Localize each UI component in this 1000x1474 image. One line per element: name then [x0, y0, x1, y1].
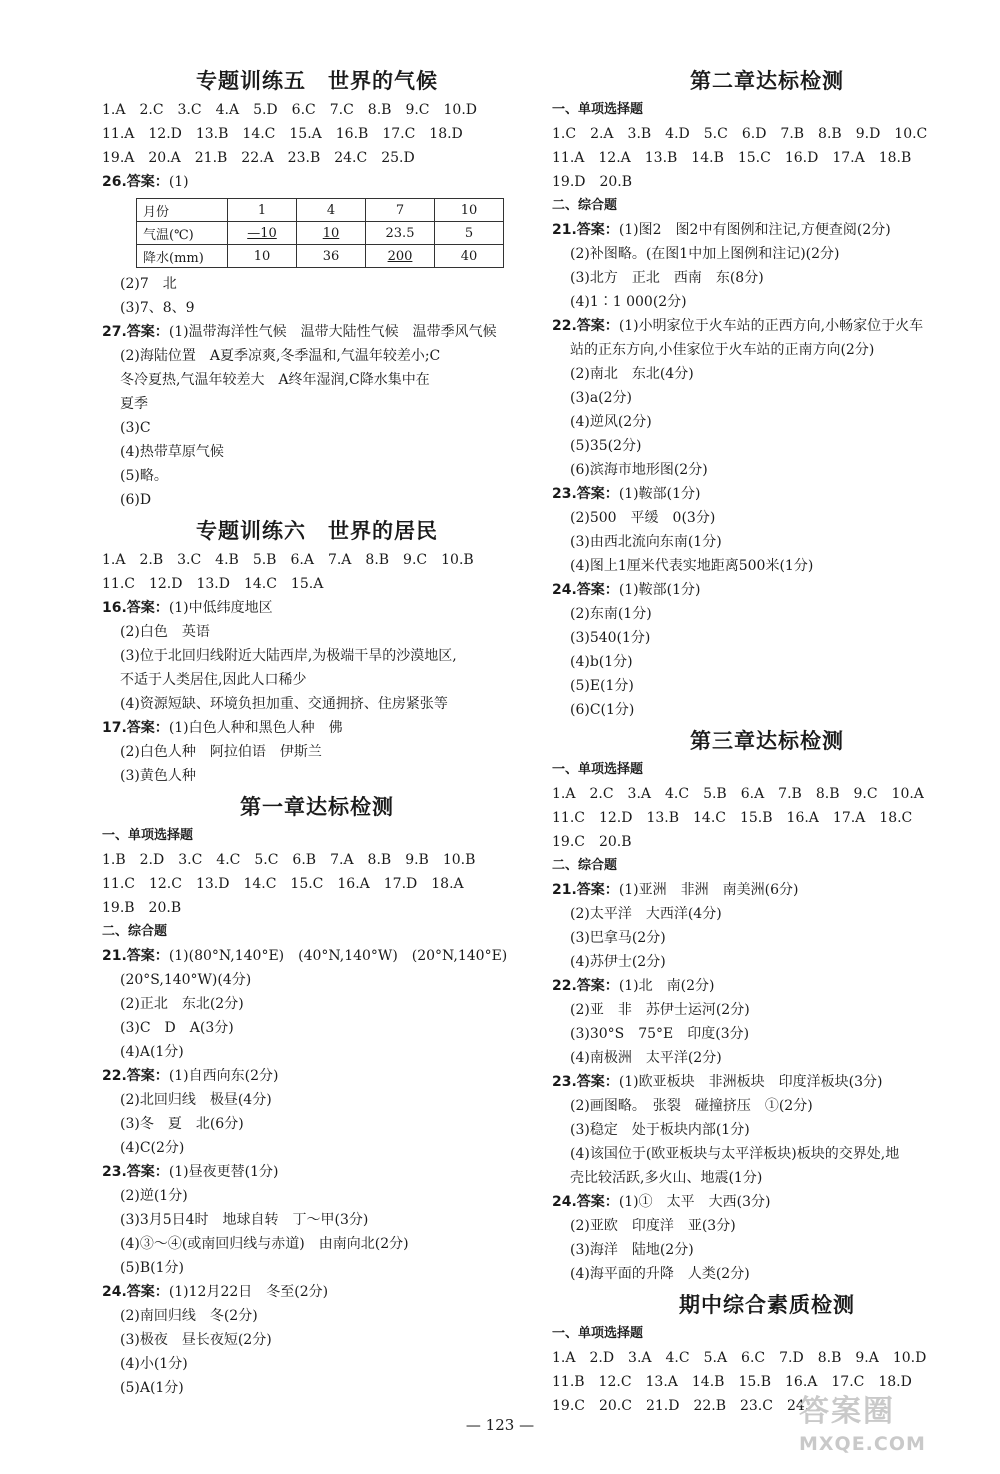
answer-line: (4)资源短缺、环境负担加重、交通拥挤、住房紧张等: [120, 696, 448, 712]
answer-line: (4)小(1分): [120, 1356, 188, 1372]
answer-line: (3)位于北回归线附近大陆西岸,为极端干旱的沙漠地区,: [120, 648, 457, 664]
answer-line: (2)东南(1分): [570, 606, 652, 622]
answer-line: (20°S,140°W)(4分): [120, 972, 252, 988]
answer-line: (2)正北 东北(2分): [120, 996, 244, 1012]
table-cell: 气温(℃): [137, 222, 228, 245]
watermark-logo: [799, 1392, 984, 1464]
answer-line: (3)C D A(3分): [120, 1020, 234, 1036]
answer-line: (5)E(1分): [570, 678, 634, 694]
answer-line: (3)冬 夏 北(6分): [120, 1116, 244, 1132]
table-row: [137, 222, 504, 245]
answer-text: (1)12月22日 冬至(2分): [168, 1284, 329, 1300]
table-cell: 4: [297, 199, 366, 222]
answer-line: (4)1∶1 000(2分): [570, 294, 687, 310]
answer-text: (1)中低纬度地区: [168, 600, 273, 616]
answer-label: 23.答案：: [552, 1074, 619, 1090]
answer-line: (4)苏伊士(2分): [570, 954, 666, 970]
climate-table: [136, 198, 504, 268]
table-cell: 月份: [137, 199, 228, 222]
answer-line: (4)该国位于(欧亚板块与太平洋板块)板块的交界处,地: [570, 1146, 900, 1162]
watermark-url: MXQE.COM: [799, 1433, 926, 1455]
answer-line: (2)白色人种 阿拉伯语 伊斯兰: [120, 744, 322, 760]
subsection-heading: 一、单项选择题: [552, 762, 644, 777]
answer-line: (6)滨海市地形图(2分): [570, 462, 708, 478]
answer-line: (4)b(1分): [570, 654, 633, 670]
answer-line: (3)北方 正北 西南 东(8分): [570, 270, 764, 286]
answer-line: (3)3月5日4时 地球自转 丁～甲(3分): [120, 1212, 369, 1228]
answer-row: 11.C 12.D 13.B 14.C 15.B 16.A 17.A 18.C: [552, 810, 913, 826]
answer-row: 1.A 2.C 3.A 4.C 5.B 6.A 7.B 8.B 9.C 10.A: [552, 786, 924, 802]
table-row: [137, 199, 504, 222]
answer-text: (1)亚洲 非洲 南美洲(6分): [618, 882, 799, 898]
answer-line: 站的正东方向,小佳家位于火车站的正南方向(2分): [570, 342, 875, 358]
q24-answer: [102, 1280, 532, 1304]
answer-label: 24.答案：: [102, 1284, 169, 1300]
subsection-heading: 二、综合题: [552, 858, 618, 873]
answer-line: (3)7、8、9: [120, 300, 195, 316]
answer-label: 22.答案：: [552, 318, 619, 334]
answer-line: 壳比较活跃,多火山、地震(1分): [570, 1170, 763, 1186]
answer-line: (2)画图略。 张裂 碰撞挤压 ①(2分): [570, 1098, 813, 1114]
section-title-chapter3: 第三章达标检测: [690, 729, 844, 753]
answer-row: 1.A 2.B 3.C 4.B 5.B 6.A 7.A 8.B 9.C 10.B: [102, 552, 474, 568]
answer-text: (1)鞍部(1分): [618, 582, 701, 598]
q22-answer: [552, 314, 982, 338]
q22-answer: [552, 974, 982, 998]
answer-text: (1)① 太平 大西(3分): [618, 1194, 771, 1210]
answer-text: (1)北 南(2分): [618, 978, 715, 994]
answer-line: (5)B(1分): [120, 1260, 184, 1276]
answer-line: (2)太平洋 大西洋(4分): [570, 906, 722, 922]
answer-row: 1.C 2.A 3.B 4.D 5.C 6.D 7.B 8.B 9.D 10.C: [552, 126, 928, 142]
answer-text: (1)昼夜更替(1分): [168, 1164, 279, 1180]
answer-line: (2)亚欧 印度洋 亚(3分): [570, 1218, 736, 1234]
answer-label: 22.答案：: [552, 978, 619, 994]
answer-line: (2)北回归线 极昼(4分): [120, 1092, 272, 1108]
answer-line: (5)35(2分): [570, 438, 642, 454]
q16-answer: [102, 596, 532, 620]
answer-label: 27.答案：: [102, 324, 169, 340]
table-cell: 10: [228, 245, 297, 268]
section-title-climate: 专题训练五 世界的气候: [196, 69, 438, 93]
answer-line: (2)7 北: [120, 276, 177, 292]
section-title-residents: 专题训练六 世界的居民: [196, 519, 438, 543]
answer-line: (4)图上1厘米代表实地距离500米(1分): [570, 558, 814, 574]
q21-answer: [552, 218, 982, 242]
answer-row: 11.A 12.A 13.B 14.B 15.C 16.D 17.A 18.B: [552, 150, 912, 166]
answer-line: (3)a(2分): [570, 390, 633, 406]
answer-label: 17.答案：: [102, 720, 169, 736]
answer-label: 23.答案：: [552, 486, 619, 502]
answer-line: (3)540(1分): [570, 630, 651, 646]
answer-line: (3)由西北流向东南(1分): [570, 534, 722, 550]
answer-line: (4)③～④(或南回归线与赤道) 由南向北(2分): [120, 1236, 409, 1252]
section-title-chapter2: 第二章达标检测: [690, 69, 844, 93]
table-cell: [297, 222, 366, 245]
answer-line: (2)南回归线 冬(2分): [120, 1308, 258, 1324]
answer-row: 11.C 12.C 13.D 14.C 15.C 16.A 17.D 18.A: [102, 876, 464, 892]
answer-row: 11.A 12.D 13.B 14.C 15.A 16.B 17.C 18.D: [102, 126, 463, 142]
answer-line: (4)C(2分): [120, 1140, 185, 1156]
answer-line: (6)C(1分): [570, 702, 635, 718]
answer-row: 19.A 20.A 21.B 22.A 23.B 24.C 25.D: [102, 150, 415, 166]
answer-label: 21.答案：: [552, 882, 619, 898]
answer-row: 11.B 12.C 13.A 14.B 15.B 16.A 17.C 18.D: [552, 1374, 912, 1390]
answer-line: (2)海陆位置 A夏季凉爽,冬季温和,气温年较差小;C: [120, 348, 441, 364]
page-number: — 123 —: [465, 1416, 535, 1434]
answer-row: 19.C 20.B: [552, 834, 632, 850]
q24-answer: [552, 578, 982, 602]
table-cell: 5: [435, 222, 504, 245]
table-cell: 23.5: [366, 222, 435, 245]
subsection-heading: 二、综合题: [102, 924, 168, 939]
section-title-chapter1: 第一章达标检测: [240, 795, 394, 819]
answer-line: (2)亚 非 苏伊士运河(2分): [570, 1002, 750, 1018]
answer-line: (2)白色 英语: [120, 624, 210, 640]
q17-answer: [102, 716, 532, 740]
answer-line: (3)极夜 昼长夜短(2分): [120, 1332, 272, 1348]
answer-label: 22.答案：: [102, 1068, 169, 1084]
table-cell: 10: [435, 199, 504, 222]
q23-answer: [552, 482, 982, 506]
answer-line: (6)D: [120, 492, 152, 508]
answer-text: (1)鞍部(1分): [618, 486, 701, 502]
answer-label: 23.答案：: [102, 1164, 169, 1180]
answer-label: 24.答案：: [552, 582, 619, 598]
q21-answer: [102, 944, 532, 968]
table-cell: 降水(mm): [137, 245, 228, 268]
answer-line: (2)南北 东北(4分): [570, 366, 694, 382]
filled-answer: 200: [387, 248, 413, 264]
answer-line: (3)黄色人种: [120, 768, 196, 784]
answer-label: 21.答案：: [552, 222, 619, 238]
answer-label: 24.答案：: [552, 1194, 619, 1210]
table-cell: [366, 245, 435, 268]
answer-line: 不适于人类居住,因此人口稀少: [120, 672, 307, 688]
answer-line: (3)巴拿马(2分): [570, 930, 666, 946]
q22-answer: [102, 1064, 532, 1088]
answer-line: (4)A(1分): [120, 1044, 184, 1060]
q24-answer: [552, 1190, 982, 1214]
answer-text: (1)(80°N,140°E) (40°N,140°W) (20°N,140°E): [168, 948, 508, 964]
answer-row: 19.C 20.C 21.D 22.B 23.C 24.: [552, 1398, 810, 1414]
answer-text: (1)温带海洋性气候 温带大陆性气候 温带季风气候: [168, 324, 497, 340]
answer-row: 1.A 2.C 3.C 4.A 5.D 6.C 7.C 8.B 9.C 10.D: [102, 102, 477, 118]
answer-row: 1.B 2.D 3.C 4.C 5.C 6.B 7.A 8.B 9.B 10.B: [102, 852, 476, 868]
subsection-heading: 一、单项选择题: [552, 102, 644, 117]
answer-line: 夏季: [120, 396, 148, 412]
answer-line: (5)略。: [120, 468, 168, 484]
answer-label: 16.答案：: [102, 600, 169, 616]
answer-line: (3)C: [120, 420, 151, 436]
answer-text: (1)图2 图2中有图例和注记,方便查阅(2分): [618, 222, 891, 238]
table-cell: [228, 222, 297, 245]
subsection-heading: 二、综合题: [552, 198, 618, 213]
table-cell: 7: [366, 199, 435, 222]
answer-line: (3)稳定 处于板块内部(1分): [570, 1122, 750, 1138]
table-cell: 1: [228, 199, 297, 222]
table-cell: 40: [435, 245, 504, 268]
filled-answer: 10: [322, 225, 340, 241]
answer-line: (2)补图略。(在图1中加上图例和注记)(2分): [570, 246, 840, 262]
answer-line: (4)逆风(2分): [570, 414, 652, 430]
q26-answer: [102, 170, 532, 194]
filled-answer: —10: [247, 225, 277, 241]
answer-label: 26.答案：: [102, 174, 169, 190]
answer-text: (1)自西向东(2分): [168, 1068, 279, 1084]
q27-answer: [102, 320, 532, 344]
subsection-heading: 一、单项选择题: [552, 1326, 644, 1341]
table-row: [137, 245, 504, 268]
q23-answer: [552, 1070, 982, 1094]
answer-line: (4)海平面的升降 人类(2分): [570, 1266, 750, 1282]
answer-text: (1)白色人种和黑色人种 佛: [168, 720, 343, 736]
answer-line: (2)逆(1分): [120, 1188, 188, 1204]
answer-row: 19.D 20.B: [552, 174, 633, 190]
answer-line: (2)500 平缓 0(3分): [570, 510, 716, 526]
answer-row: 19.B 20.B: [102, 900, 182, 916]
subsection-heading: 一、单项选择题: [102, 828, 194, 843]
answer-text: (1): [168, 174, 189, 190]
answer-row: 1.A 2.D 3.A 4.C 5.A 6.C 7.D 8.B 9.A 10.D: [552, 1350, 927, 1366]
answer-line: (4)南极洲 太平洋(2分): [570, 1050, 722, 1066]
q21-answer: [552, 878, 982, 902]
answer-text: (1)欧亚板块 非洲板块 印度洋板块(3分): [618, 1074, 883, 1090]
answer-line: (3)海洋 陆地(2分): [570, 1242, 694, 1258]
answer-line: 冬冷夏热,气温年较差大 A终年湿润,C降水集中在: [120, 372, 430, 388]
table-cell: 36: [297, 245, 366, 268]
left-column: [102, 62, 532, 1400]
section-title-midterm: 期中综合素质检测: [679, 1293, 855, 1317]
answer-label: 21.答案：: [102, 948, 169, 964]
answer-row: 11.C 12.D 13.D 14.C 15.A: [102, 576, 324, 592]
answer-line: (5)A(1分): [120, 1380, 184, 1396]
q23-answer: [102, 1160, 532, 1184]
right-column: [552, 62, 982, 1418]
answer-line: (3)30°S 75°E 印度(3分): [570, 1026, 750, 1042]
answer-line: (4)热带草原气候: [120, 444, 224, 460]
watermark-text: 答案圈: [799, 1394, 895, 1429]
answer-text: (1)小明家位于火车站的正西方向,小畅家位于火车: [618, 318, 924, 334]
